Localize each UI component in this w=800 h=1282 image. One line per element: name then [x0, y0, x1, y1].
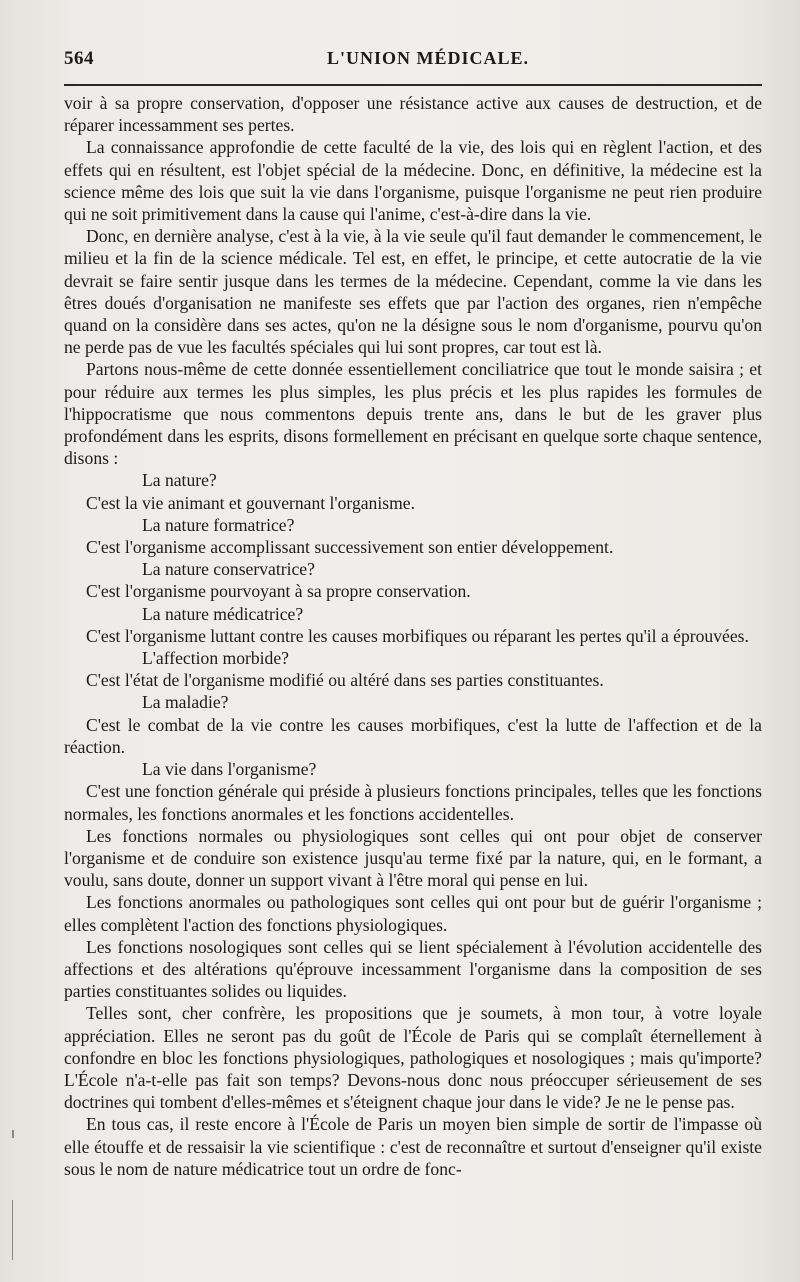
header-rule [64, 84, 762, 86]
answer-line: C'est l'organisme accomplissant successivement son entier développement. [86, 537, 614, 558]
question-line: La nature? [142, 470, 217, 491]
paragraph: En tous cas, il reste encore à l'École de Paris un moyen bien simple de sortir de l'impasse où elle étouffe et de ressaisir la vie scientifique : c'est de reconnaître et surtout d'enseigner qu'il existe sous le nom de nature médicatrice tout un ordre de fonc- [64, 1114, 762, 1179]
answer-line: C'est l'organisme pourvoyant à sa propre conservation. [86, 581, 471, 602]
question-line: La nature médicatrice? [142, 603, 304, 624]
answer-line: C'est le combat de la vie contre les causes morbifiques, c'est la lutte de l'affection et de la réaction. [64, 714, 762, 757]
paragraph: Les fonctions nosologiques sont celles qui se lient spécialement à l'évolution accidentelle des affections et des altérations qu'éprouve incessamment l'organisme dans la composition de ses parties constituantes solides ou liquides. [64, 936, 762, 1002]
paragraph: Les fonctions normales ou physiologiques sont celles qui ont pour objet de conserver l'organisme et de conduire son existence jusqu'au terme fixé par la nature, qui, en le formant, a voulu, sans doute, donner un support vivant à l'être moral qui pense en lui. [64, 825, 762, 891]
answer-line: C'est l'état de l'organisme modifié ou altéré dans ses parties constituantes. [86, 670, 604, 691]
question-line: La maladie? [142, 692, 229, 713]
scan-mark [12, 1200, 13, 1260]
question-line: La nature conservatrice? [142, 559, 315, 580]
paragraph: Donc, en dernière analyse, c'est à la vie, à la vie seule qu'il faut demander le commencement, le milieu et la fin de la science médicale. Tel est, en effet, le principe, et cette autocratie de la vie devrait se faire sentir jusque dans les termes de la médecine. Cependant, comme la vie dans les êtres doués d'organisation ne manifeste ses effets que par l'action des organes, rien n'empêche quand on la considère dans ses actes, qu'on ne la désigne sous le nom d'organisme, pourvu qu'on ne perde pas de vue les facultés spéciales qui lui sont propres, car tout est là. [64, 226, 762, 358]
paragraph: Les fonctions anormales ou pathologiques sont celles qui ont pour but de guérir l'organisme ; elles complètent l'action des fonctions physiologiques. [64, 892, 762, 935]
body-text [64, 92, 762, 1180]
answer-line: C'est l'organisme luttant contre les causes morbifiques ou réparant les pertes qu'il a éprouvées. [86, 625, 749, 646]
journal-title: L'UNION MÉDICALE. [326, 48, 530, 68]
question-line: La vie dans l'organisme? [142, 759, 317, 780]
paragraph: Partons nous-même de cette donnée essentiellement conciliatrice que tout le monde saisira ; et pour réduire aux termes les plus simples, les plus précis et les plus rapides les formules de l'hippocratisme que nous commentons depuis trente ans, dans le but de les graver plus profondément dans les esprits, disons formellement en précisant en quelque sorte chaque sentence, disons : [64, 359, 762, 469]
answer-line: C'est la vie animant et gouvernant l'organisme. [86, 492, 415, 513]
answer-line: C'est une fonction générale qui préside à plusieurs fonctions principales, telles que les fonctions normales, les fonctions anormales et les fonctions accidentelles. [64, 781, 762, 824]
question-line: La nature formatrice? [142, 514, 295, 535]
scan-mark [12, 1130, 14, 1138]
paragraph: Telles sont, cher confrère, les propositions que je soumets, à mon tour, à votre loyale appréciation. Elles ne seront pas du goût de l'École de Paris qui se complaît éternellement à confondre en bloc les fonctions physiologiques, pathologiques et nosologiques ; mais qu'importe? L'École n'a-t-elle pas fait son temps? Devons-nous donc nous préoccuper sérieusement de ses doctrines qui tombent d'elles-mêmes et s'éteignent chaque jour dans le vide? Je ne le pense pas. [64, 1003, 762, 1113]
paragraph: La connaissance approfondie de cette faculté de la vie, des lois qui en règlent l'action, et des effets qui en résultent, est l'objet spécial de la médecine. Donc, en définitive, la médecine est la science même des lois que suit la vie dans l'organisme, puisque l'organisme ne peut rien produire qui ne soit primitivement dans la cause qui l'anime, c'est-à-dire dans la vie. [64, 137, 762, 225]
page-number: 564 [64, 48, 94, 69]
question-line: L'affection morbide? [142, 648, 289, 669]
paragraph-continued: voir à sa propre conservation, d'opposer une résistance active aux causes de destruction, et de réparer incessamment ses pertes. [64, 93, 762, 136]
page-header [64, 44, 762, 84]
